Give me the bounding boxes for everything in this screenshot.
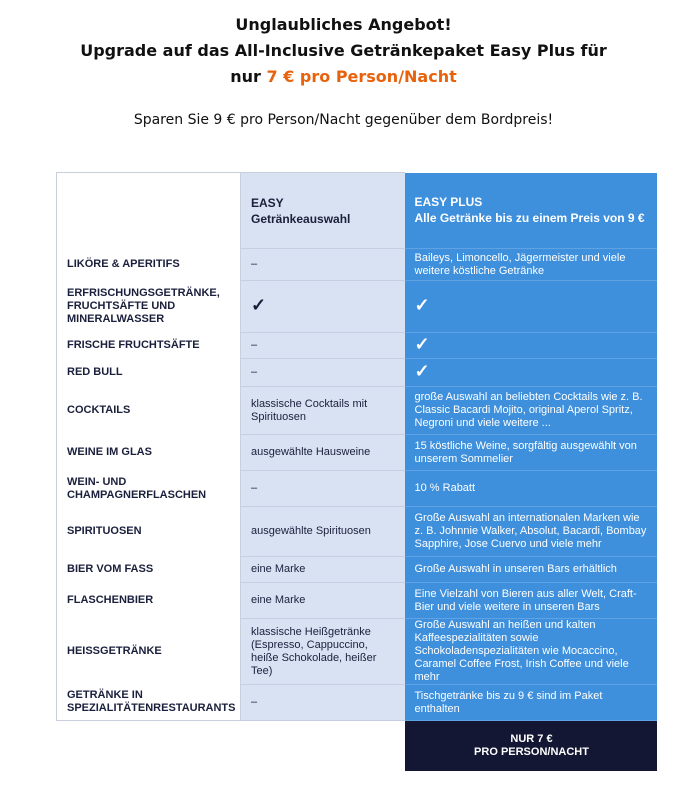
row-easy-value: – <box>241 471 405 507</box>
row-easy-value: – <box>241 685 405 721</box>
easy-column-title: EASY <box>251 195 284 210</box>
plus-column-title: EASY PLUS <box>414 195 483 210</box>
checkmark-icon: ✓ <box>251 294 267 315</box>
header-plus-cell <box>405 173 657 249</box>
table-row <box>57 583 657 619</box>
comparison-table <box>56 172 657 771</box>
easy-column-subtitle: Getränkeauswahl <box>251 211 351 226</box>
checkmark-icon: ✓ <box>414 333 430 354</box>
table-row <box>57 619 657 685</box>
row-category: FRISCHE FRUCHTSÄFTE <box>57 333 241 359</box>
headline-line-3 <box>0 64 687 90</box>
footer-price: NUR 7 € <box>510 732 553 745</box>
footer-spacer <box>57 721 405 771</box>
headline-price: 7 € pro Person/Nacht <box>266 67 457 86</box>
row-plus-value: Baileys, Limoncello, Jägermeister und viele weitere köstliche Getränke <box>405 249 657 281</box>
table-row <box>57 359 657 387</box>
footer-unit: PRO PERSON/NACHT <box>474 745 589 758</box>
row-easy-value: ausgewählte Hausweine <box>241 435 405 471</box>
row-category: BIER VOM FASS <box>57 557 241 583</box>
row-plus-value: Tischgetränke bis zu 9 € sind im Paket enthalten <box>405 685 657 721</box>
row-plus-value: Große Auswahl in unseren Bars erhältlich <box>405 557 657 583</box>
table-row <box>57 333 657 359</box>
table-row <box>57 281 657 333</box>
price-footer-banner <box>405 721 657 771</box>
row-easy-value: eine Marke <box>241 557 405 583</box>
table-row <box>57 507 657 557</box>
row-category: SPIRITUOSEN <box>57 507 241 557</box>
table-row <box>57 471 657 507</box>
table-footer-row <box>57 721 657 771</box>
row-easy-value: – <box>241 333 405 359</box>
row-category: FLASCHENBIER <box>57 583 241 619</box>
row-plus-value: 10 % Rabatt <box>405 471 657 507</box>
headline-line-2: Upgrade auf das All-Inclusive Getränkepaket Easy Plus für <box>80 41 607 60</box>
savings-subline: Sparen Sie 9 € pro Person/Nacht gegenüber dem Bordpreis! <box>133 112 554 128</box>
offer-headline <box>0 12 687 90</box>
row-category: WEIN- UND CHAMPAGNERFLASCHEN <box>57 471 241 507</box>
row-category: LIKÖRE & APERITIFS <box>57 249 241 281</box>
checkmark-icon: ✓ <box>414 294 430 315</box>
row-category: ERFRISCHUNGSGETRÄNKE, FRUCHTSÄFTE UND MINERALWASSER <box>57 281 241 333</box>
row-plus-value <box>405 359 657 387</box>
table-row <box>57 249 657 281</box>
row-easy-value: klassische Heißgetränke (Espresso, Cappuccino, heiße Schokolade, heißer Tee) <box>241 619 405 685</box>
plus-column-subtitle: Alle Getränke bis zu einem Preis von 9 € <box>414 211 645 226</box>
row-easy-value: – <box>241 249 405 281</box>
row-category: GETRÄNKE IN SPEZIALITÄTENRESTAURANTS <box>57 685 241 721</box>
row-easy-value: eine Marke <box>241 583 405 619</box>
table-row <box>57 387 657 435</box>
row-easy-value: – <box>241 359 405 387</box>
header-category-cell <box>57 173 241 249</box>
row-plus-value: Große Auswahl an heißen und kalten Kaffeespezialitäten sowie Schokoladenspezialitäten wie Mocaccino, Caramel Coffee Frost, Irish Coffee und viele mehr <box>405 619 657 685</box>
table-header-row <box>57 173 657 249</box>
headline-line-1: Unglaubliches Angebot! <box>235 15 452 34</box>
row-category: COCKTAILS <box>57 387 241 435</box>
row-plus-value: 15 köstliche Weine, sorgfältig ausgewählt von unserem Sommelier <box>405 435 657 471</box>
row-plus-value: Große Auswahl an internationalen Marken wie z. B. Johnnie Walker, Absolut, Bacardi, Bombay Sapphire, Jose Cuervo und viele mehr <box>405 507 657 557</box>
row-plus-value <box>405 333 657 359</box>
table-row <box>57 685 657 721</box>
row-plus-value <box>405 281 657 333</box>
row-easy-value: klassische Cocktails mit Spirituosen <box>241 387 405 435</box>
header-easy-cell <box>241 173 405 249</box>
checkmark-icon: ✓ <box>414 360 430 381</box>
row-plus-value: Eine Vielzahl von Bieren aus aller Welt, Craft-Bier und viele weitere in unseren Bars <box>405 583 657 619</box>
row-easy-value: ausgewählte Spirituosen <box>241 507 405 557</box>
row-plus-value: große Auswahl an beliebten Cocktails wie z. B. Classic Bacardi Mojito, original Aperol Spritz, Negroni und viele weitere ... <box>405 387 657 435</box>
table-row <box>57 435 657 471</box>
headline-prefix: nur <box>230 67 267 86</box>
row-category: HEISSGETRÄNKE <box>57 619 241 685</box>
table-row <box>57 557 657 583</box>
row-easy-value <box>241 281 405 333</box>
row-category: WEINE IM GLAS <box>57 435 241 471</box>
row-category: RED BULL <box>57 359 241 387</box>
